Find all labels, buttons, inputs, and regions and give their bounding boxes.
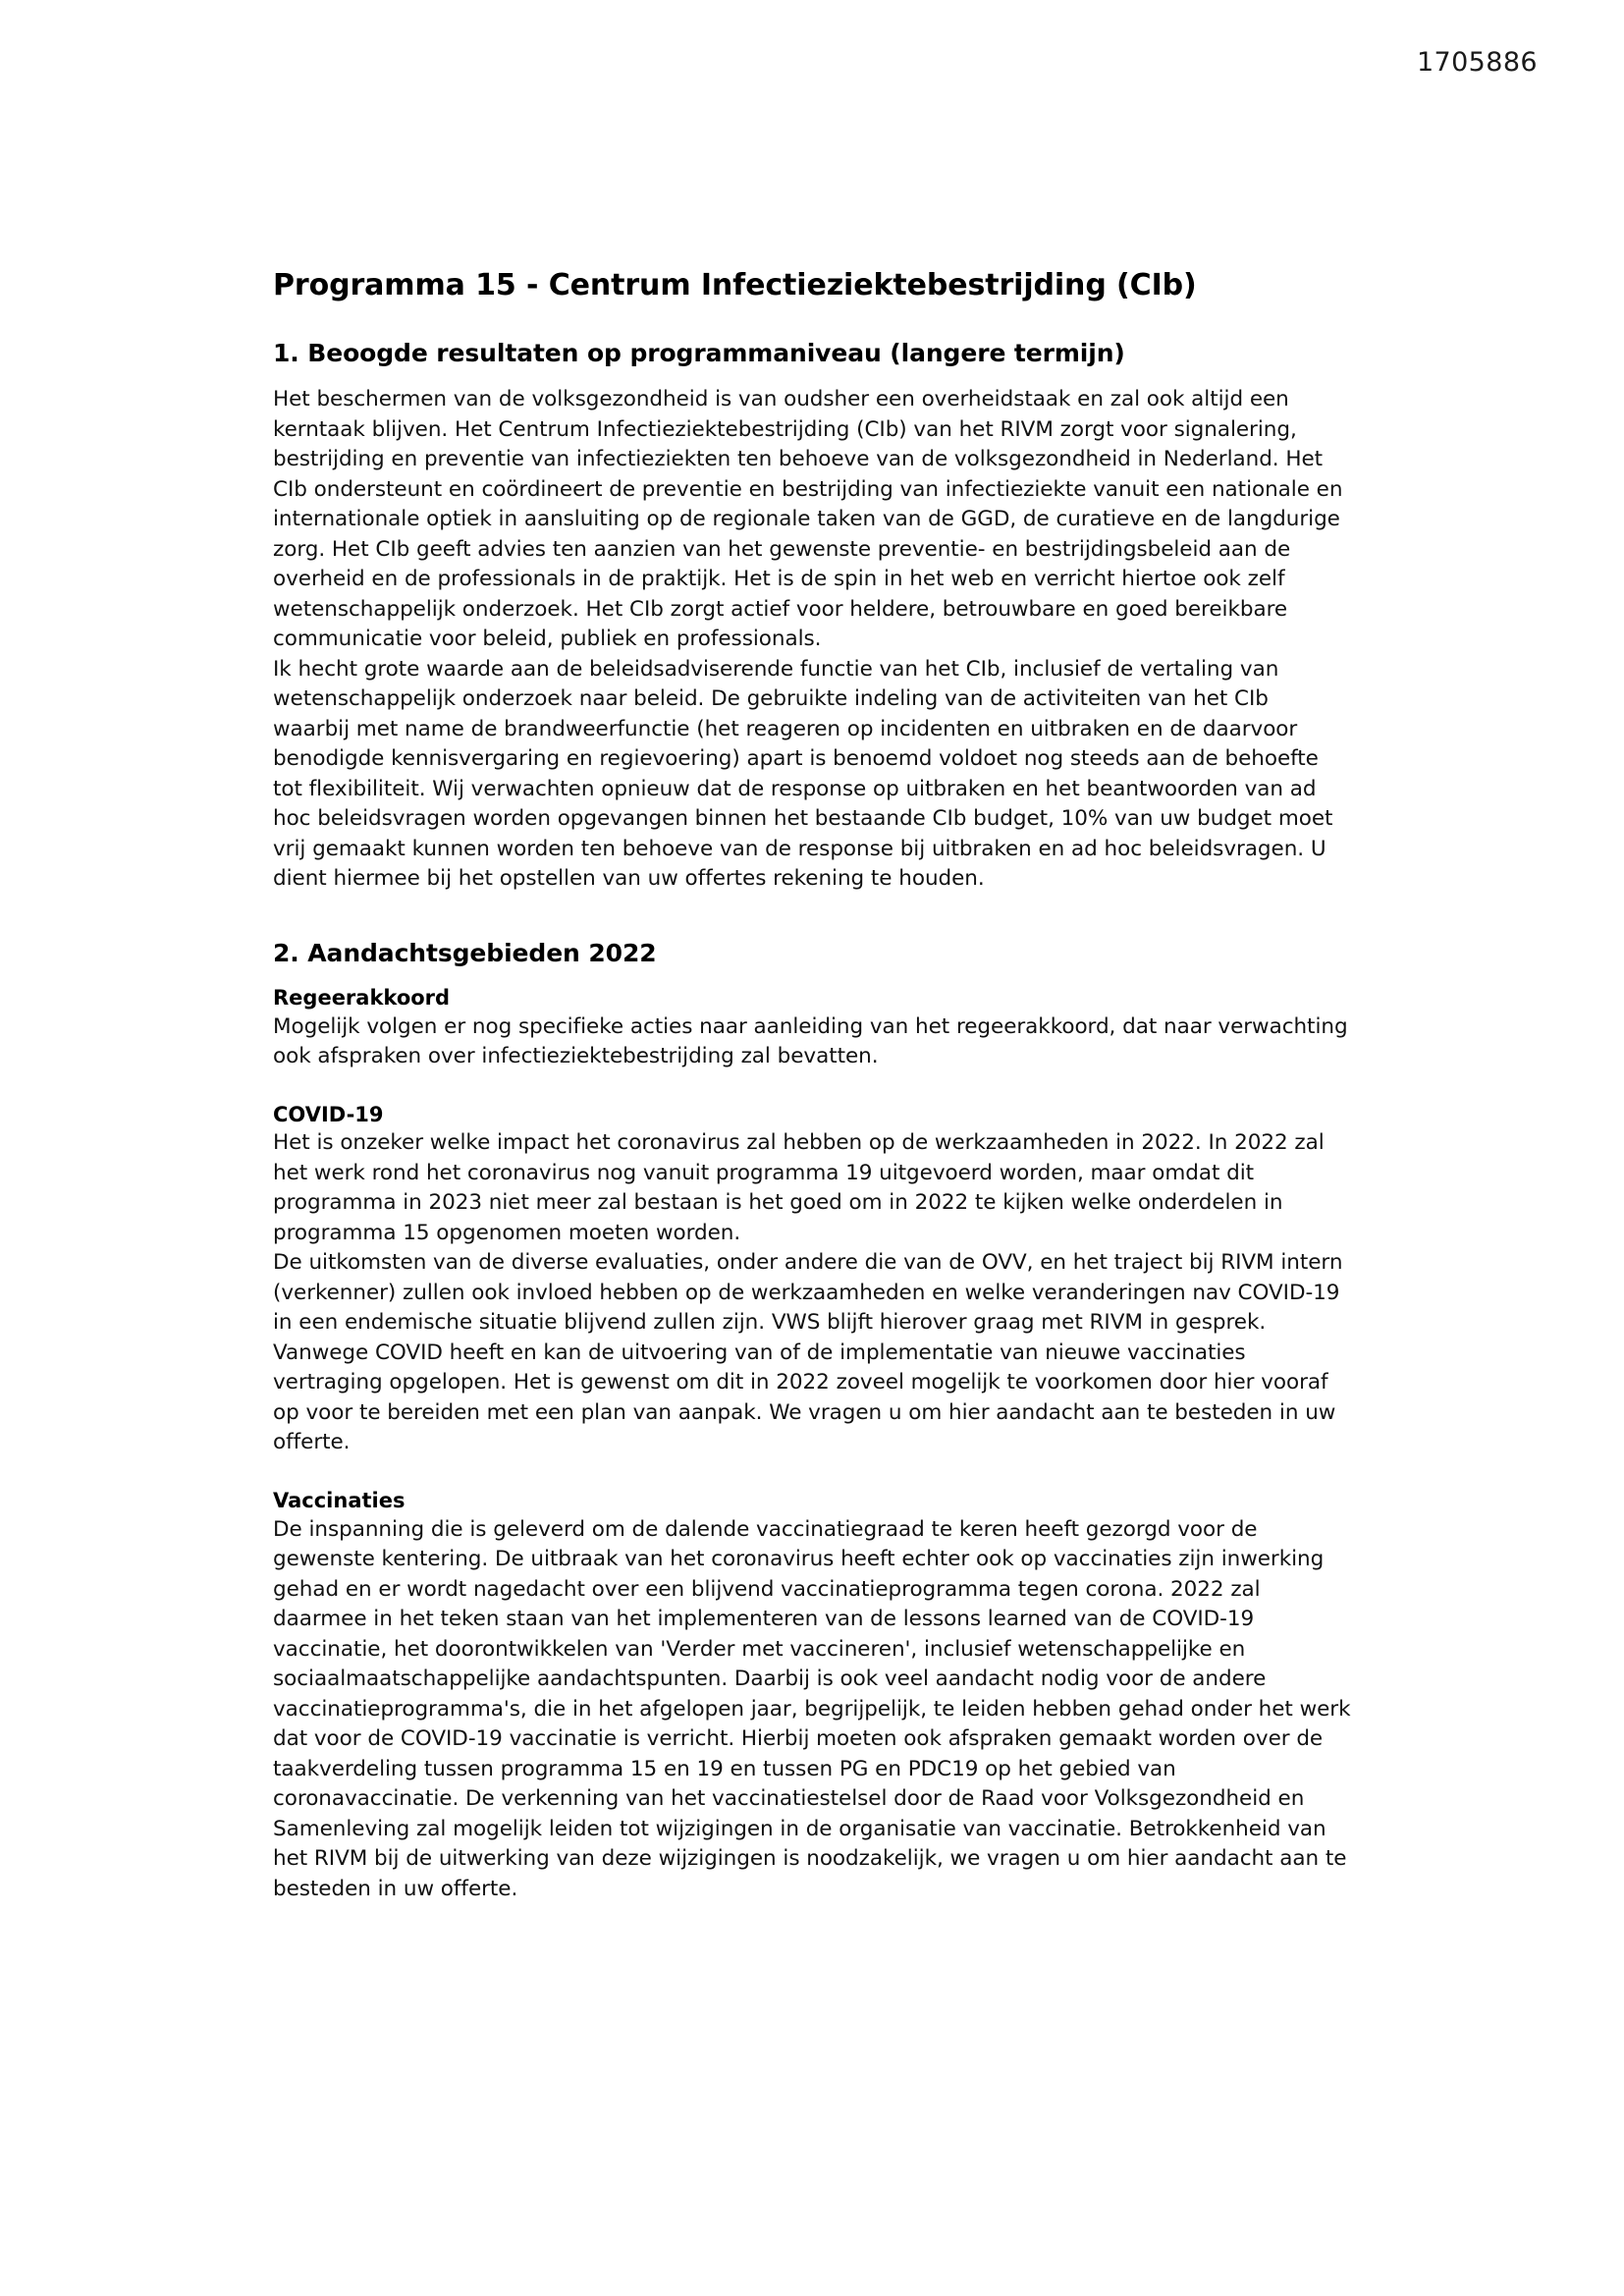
document-reference-number: 1705886 [1416, 47, 1538, 78]
regeerakkoord-paragraph-1: Mogelijk volgen er nog specifieke acties naar aanleiding van het regeerakkoord, dat naar verwachting ook afspraken over infectieziektebestrijding zal bevatten. [273, 1013, 1348, 1069]
document-body [273, 267, 1351, 1904]
subsection-heading-regeerakkoord: Regeerakkoord [273, 986, 451, 1010]
subsection-heading-vaccinaties: Vaccinaties [273, 1488, 406, 1512]
vaccinaties-paragraph-1: De inspanning die is geleverd om de dalende vaccinatiegraad te keren heeft gezorgd voor de gewenste kentering. De uitbraak van het coronavirus heeft echter ook op vaccinaties zijn inwerking gehad en er wordt nagedacht over een blijvend vaccinatieprogramma tegen corona. 2022 zal daarmee in het teken staan van het implementeren van de lessons learned van de COVID-19 vaccinatie, het doorontwikkelen van 'Verder met vaccineren', inclusief wetenschappelijke en sociaalmaatschappelijke aandachtspunten. Daarbij is ook veel aandacht nodig voor de andere vaccinatieprogramma's, die in het afgelopen jaar, begrijpelijk, te leiden hebben gehad onder het werk dat voor de COVID-19 vaccinatie is verricht. Hierbij moeten ook afspraken gemaakt worden over de taakverdeling tussen programma 15 en 19 en tussen PG en PDC19 op het gebied van coronavaccinatie. De verkenning van het vaccinatiestelsel door de Raad voor Volksgezondheid en Samenleving zal mogelijk leiden tot wijzigingen in de organisatie van vaccinatie. Betrokkenheid van het RIVM bij de uitwerking van deze wijzigingen is noodzakelijk, we vragen u om hier aandacht aan te besteden in uw offerte. [273, 1516, 1351, 1901]
page-title: Programma 15 - Centrum Infectieziektebestrijding (CIb) [273, 268, 1197, 302]
section-heading-1: 1. Beoogde resultaten op programmaniveau (langere termijn) [273, 338, 1125, 367]
covid-19-paragraph-1: Het is onzeker welke impact het coronavirus zal hebben op de werkzaamheden in 2022. In 2022 zal het werk rond het coronavirus nog vanuit programma 19 uitgevoerd worden, maar omdat dit programma in 2023 niet meer zal bestaan is het goed om in 2022 te kijken welke onderdelen in programma 15 opgenomen moeten worden. [273, 1130, 1325, 1245]
section-heading-2: 2. Aandachtsgebieden 2022 [273, 938, 657, 967]
covid-19-paragraph-2: De uitkomsten van de diverse evaluaties, onder andere die van de OVV, en het traject bij RIVM intern (verkenner) zullen ook invloed hebben op de werkzaamheden en welke veranderingen nav COVID-19 in een endemische situatie blijvend zullen zijn. VWS blijft hierover graag met RIVM in gesprek. [273, 1250, 1343, 1336]
covid-19-paragraph-3: Vanwege COVID heeft en kan de uitvoering van of de implementatie van nieuwe vaccinaties vertraging opgelopen. Het is gewenst om dit in 2022 zoveel mogelijk te voorkomen door hier vooraf op voor te bereiden met een plan van aanpak. We vragen u om hier aandacht aan te besteden in uw offerte. [273, 1339, 1336, 1455]
section-1-paragraph-1: Het beschermen van de volksgezondheid is van oudsher een overheidstaak en zal ook altijd een kerntaak blijven. Het Centrum Infectieziektebestrijding (CIb) van het RIVM zorgt voor signalering, bestrijding en preventie van infectieziekten ten behoeve van de volksgezondheid in Nederland. Het CIb ondersteunt en coördineert de preventie en bestrijding van infectieziekte vanuit een nationale en internationale optiek in aansluiting op de regionale taken van de GGD, de curatieve en de langdurige zorg. Het CIb geeft advies ten aanzien van het gewenste preventie- en bestrijdingsbeleid aan de overheid en de professionals in de praktijk. Het is de spin in het web en verricht hiertoe ook zelf wetenschappelijk onderzoek. Het CIb zorgt actief voor heldere, betrouwbare en goed bereikbare communicatie voor beleid, publiek en professionals. [273, 387, 1343, 651]
subsection-heading-covid-19: COVID-19 [273, 1102, 384, 1126]
section-1-paragraph-2: Ik hecht grote waarde aan de beleidsadviserende functie van het CIb, inclusief de vertaling van wetenschappelijk onderzoek naar beleid. De gebruikte indeling van de activiteiten van het CIb waarbij met name de brandweerfunctie (het reageren op incidenten en uitbraken en de daarvoor benodigde kennisvergaring en regievoering) apart is benoemd voldoet nog steeds aan de behoefte tot flexibiliteit. Wij verwachten opnieuw dat de response op uitbraken en het beantwoorden van ad hoc beleidsvragen worden opgevangen binnen het bestaande CIb budget, 10% van uw budget moet vrij gemaakt kunnen worden ten behoeve van de response bij uitbraken en ad hoc beleidsvragen. U dient hiermee bij het opstellen van uw offertes rekening te houden. [273, 656, 1333, 891]
